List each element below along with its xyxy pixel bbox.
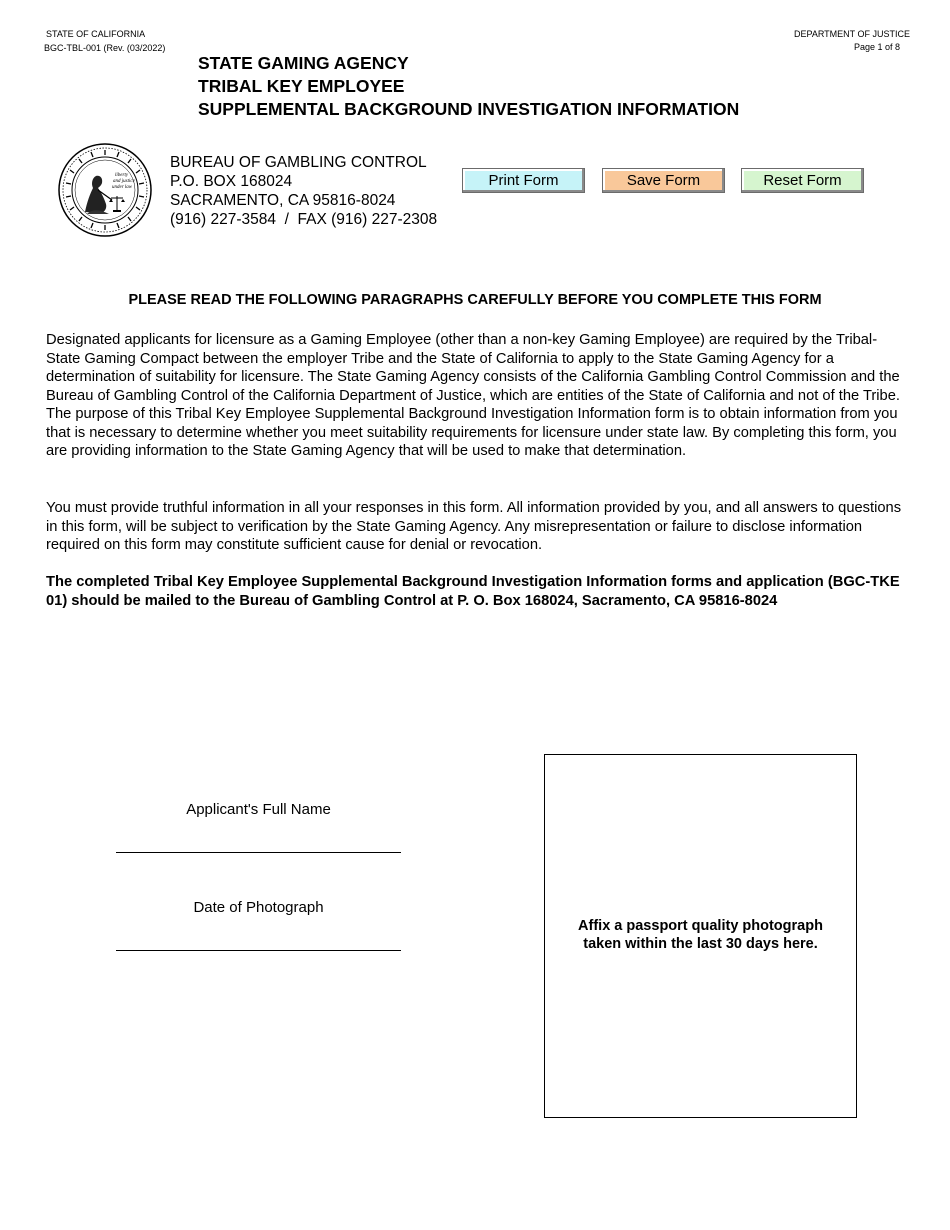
photo-date-field[interactable] [116,926,401,948]
print-form-button[interactable]: Print Form [462,168,585,193]
full-name-field[interactable] [116,828,401,850]
department-label: DEPARTMENT OF JUSTICE [793,29,910,39]
title-line-3: SUPPLEMENTAL BACKGROUND INVESTIGATION INFORMATION [198,99,740,119]
address-line-2: P.O. BOX 168024 [170,173,293,190]
page-number: Page 1 of 8 [853,42,900,52]
seal-motto-2: and justice [113,179,135,184]
instructions-paragraph-2: You must provide truthful information in all your responses in this form. All information provided by you, and all answers to questions in this form, will be subject to verification by the State Gaming Agency. Any misrepresentation or failure to disclose information required on this form may constitute sufficient cause for denial or revocation. [46,500,902,553]
save-form-button[interactable]: Save Form [602,168,725,193]
full-name-underline [116,852,401,853]
reset-form-button[interactable]: Reset Form [741,168,864,193]
photo-date-underline [116,950,401,951]
photo-instruction-line-2: taken within the last 30 days here. [583,936,818,952]
seal-motto-3: under law [112,185,133,190]
photo-date-label: Date of Photograph [193,899,324,916]
instructions-paragraph-1: Designated applicants for licensure as a Gaming Employee (other than a non-key Gaming Employee) are required by the Tribal-State Gaming Compact between the employer Tribe and the State of California to apply to the State Gaming Agency for a determination of suitability for licensure. The State Gaming Agency consists of the California Gambling Control Commission and the Bureau of Gambling Control of the California Department of Justice, which are entities of the State of California and not of the Tribe. The purpose of this Tribal Key Employee Supplemental Background Investigation Information form is to obtain information from you that is necessary to determine whether you meet suitability requirements for licensure under state law. By completing this form, you are providing information to the State Gaming Agency that will be used to make that determination. [46,332,900,459]
photo-placeholder [544,754,857,1118]
seal-motto-1: liberty [115,173,129,178]
form-title [198,52,739,121]
address-line-4: (916) 227-3584 / FAX (916) 227-2308 [170,211,438,228]
mailing-instructions: The completed Tribal Key Employee Supplemental Background Investigation Information forms and application (BGC-TKE 01) should be mailed to the Bureau of Gambling Control at P. O. Box 168024, Sacramento, CA 95816-8024 [46,574,900,609]
instructions-heading: PLEASE READ THE FOLLOWING PARAGRAPHS CAREFULLY BEFORE YOU COMPLETE THIS FORM [128,292,822,308]
title-line-2: TRIBAL KEY EMPLOYEE [198,76,405,96]
address-line-1: BUREAU OF GAMBLING CONTROL [170,154,427,171]
address-line-3: SACRAMENTO, CA 95816-8024 [170,192,396,209]
bureau-address [170,153,437,229]
photo-instruction-line-1: Affix a passport quality photograph [578,918,823,934]
form-number: BGC-TBL-001 (Rev. (03/2022) [44,43,166,53]
state-label: STATE OF CALIFORNIA [46,29,146,39]
full-name-label: Applicant's Full Name [186,801,331,818]
california-doj-seal-icon [57,142,153,238]
title-line-1: STATE GAMING AGENCY [198,53,409,73]
